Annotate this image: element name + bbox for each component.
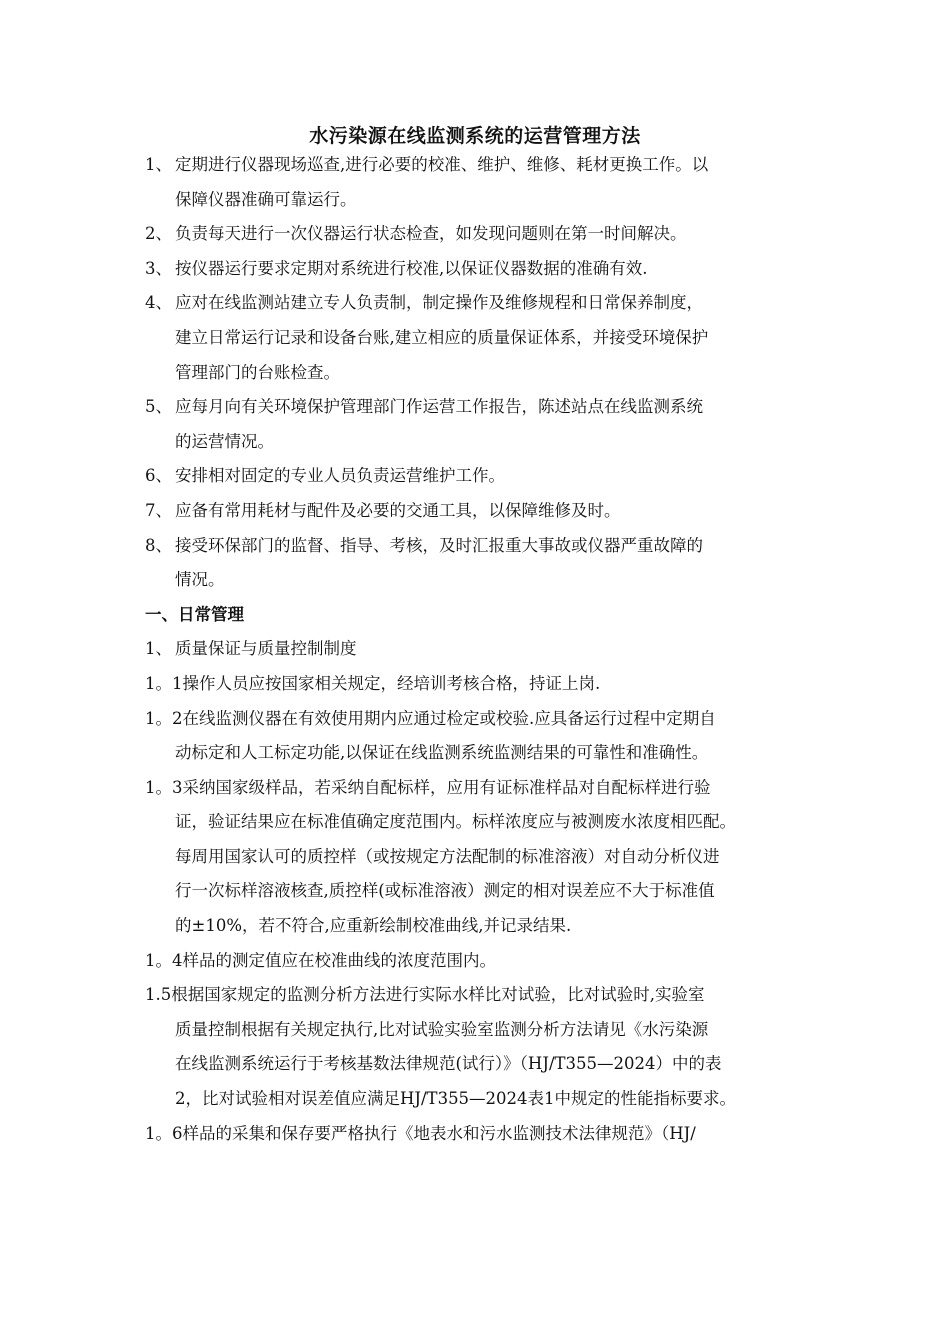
item-text-line: 2，比对试验相对误差值应满足HJ/T355—2024表1中规定的性能指标要求。	[175, 1089, 737, 1109]
item-number: 2、	[145, 224, 172, 244]
item-text-line: 应对在线监测站建立专人负责制，制定操作及维修规程和日常保养制度，	[175, 293, 703, 313]
list-item	[145, 390, 817, 459]
item-text-line: 的运营情况。	[175, 431, 274, 451]
list-item	[145, 217, 817, 252]
item-number: 1。4	[145, 950, 183, 970]
document-body	[145, 148, 817, 1151]
item-text-line	[145, 702, 817, 737]
item-text-line: 动标定和人工标定功能,以保证在线监测系统监测结果的可靠性和准确性。	[175, 743, 709, 763]
item-text: 操作人员应按国家相关规定，经培训考核合格，持证上岗.	[182, 673, 601, 693]
item-text-line	[145, 944, 817, 979]
item-text-line: 证，验证结果应在标准值确定度范围内。标样浓度应与被测废水浓度相匹配。	[175, 812, 736, 832]
list-item	[145, 459, 817, 494]
list-item	[145, 944, 817, 979]
list-item	[145, 529, 817, 598]
item-text-line: 应备有常用耗材与配件及必要的交通工具，以保障维修及时。	[175, 500, 621, 520]
item-text-line: 管理部门的台账检查。	[175, 362, 340, 382]
list-item	[145, 286, 817, 390]
document-title: 水污染源在线监测系统的运营管理方法	[309, 125, 641, 147]
item-text-line: 接受环保部门的监督、指导、考核，及时汇报重大事故或仪器严重故障的	[175, 535, 703, 555]
item-number: 7、	[145, 500, 172, 520]
list-item	[145, 771, 817, 944]
item-text: 在线监测仪器在有效使用期内应通过检定或校验.应具备运行过程中定期自	[182, 708, 716, 728]
item-text-line: 每周用国家认可的质控样（或按规定方法配制的标准溶液）对自动分析仪进	[175, 846, 720, 866]
item-number: 5、	[145, 397, 172, 417]
item-text-line: 行一次标样溶液核查,质控样(或标准溶液）测定的相对误差应不大于标准值	[175, 881, 715, 901]
item-text: 采纳国家级样品，若采纳自配标样，应用有证标准样品对自配标样进行验	[182, 777, 711, 797]
list-item	[145, 148, 817, 217]
item-text-line: 质量控制根据有关规定执行,比对试验实验室监测分析方法请见《水污染源	[175, 1019, 709, 1039]
sub-list	[145, 632, 817, 1151]
item-number: 1.5	[145, 985, 172, 1005]
item-number: 1。3	[145, 777, 183, 797]
item-text-line: 应每月向有关环境保护管理部门作运营工作报告，陈述站点在线监测系统	[175, 397, 703, 417]
item-number: 1。2	[145, 708, 183, 728]
numbered-list	[145, 148, 817, 598]
item-number: 8、	[145, 535, 172, 555]
item-number: 6、	[145, 466, 172, 486]
item-text-line: 建立日常运行记录和设备台账,建立相应的质量保证体系，并接受环境保护	[175, 327, 709, 347]
item-text-line: 的±10%，若不符合,应重新绘制校准曲线,并记录结果.	[175, 916, 572, 936]
list-item	[145, 667, 817, 702]
item-text-line: 定期进行仪器现场巡查,进行必要的校准、维护、维修、耗材更换工作。以	[175, 155, 709, 174]
item-text: 根据国家规定的监测分析方法进行实际水样比对试验，比对试验时,实验室	[171, 985, 705, 1005]
item-number: 1、	[145, 639, 172, 659]
item-text-line	[145, 1117, 817, 1152]
list-item	[145, 632, 817, 667]
item-number: 1。1	[145, 673, 183, 693]
item-text-line	[145, 667, 817, 702]
item-text-line	[145, 771, 817, 806]
section-heading: 一、日常管理	[145, 604, 244, 624]
list-item	[145, 252, 817, 287]
item-text-line: 安排相对固定的专业人员负责运营维护工作。	[175, 466, 505, 486]
list-item	[145, 1117, 817, 1152]
item-number: 1、	[145, 155, 172, 174]
list-item	[145, 978, 817, 1116]
item-number: 4、	[145, 293, 172, 313]
item-text: 样品的测定值应在校准曲线的浓度范围内。	[182, 950, 496, 970]
item-text-line	[145, 978, 817, 1013]
item-number: 1。6	[145, 1123, 183, 1143]
item-text-line: 保障仪器准确可靠运行。	[175, 189, 357, 209]
item-number: 3、	[145, 258, 172, 278]
item-text-line: 在线监测系统运行于考核基数法律规范(试行）》（HJ/T355—2024）中的表	[175, 1054, 722, 1074]
item-text-line: 按仪器运行要求定期对系统进行校准,以保证仪器数据的准确有效.	[175, 258, 648, 278]
item-text: 样品的采集和保存要严格执行《地表水和污水监测技术法律规范》（HJ/	[182, 1123, 696, 1143]
item-text-line: 质量保证与质量控制制度	[175, 639, 357, 659]
list-item	[145, 702, 817, 771]
item-text-line: 情况。	[175, 570, 225, 590]
item-text-line: 负责每天进行一次仪器运行状态检查，如发现问题则在第一时间解决。	[175, 224, 687, 244]
list-item	[145, 494, 817, 529]
